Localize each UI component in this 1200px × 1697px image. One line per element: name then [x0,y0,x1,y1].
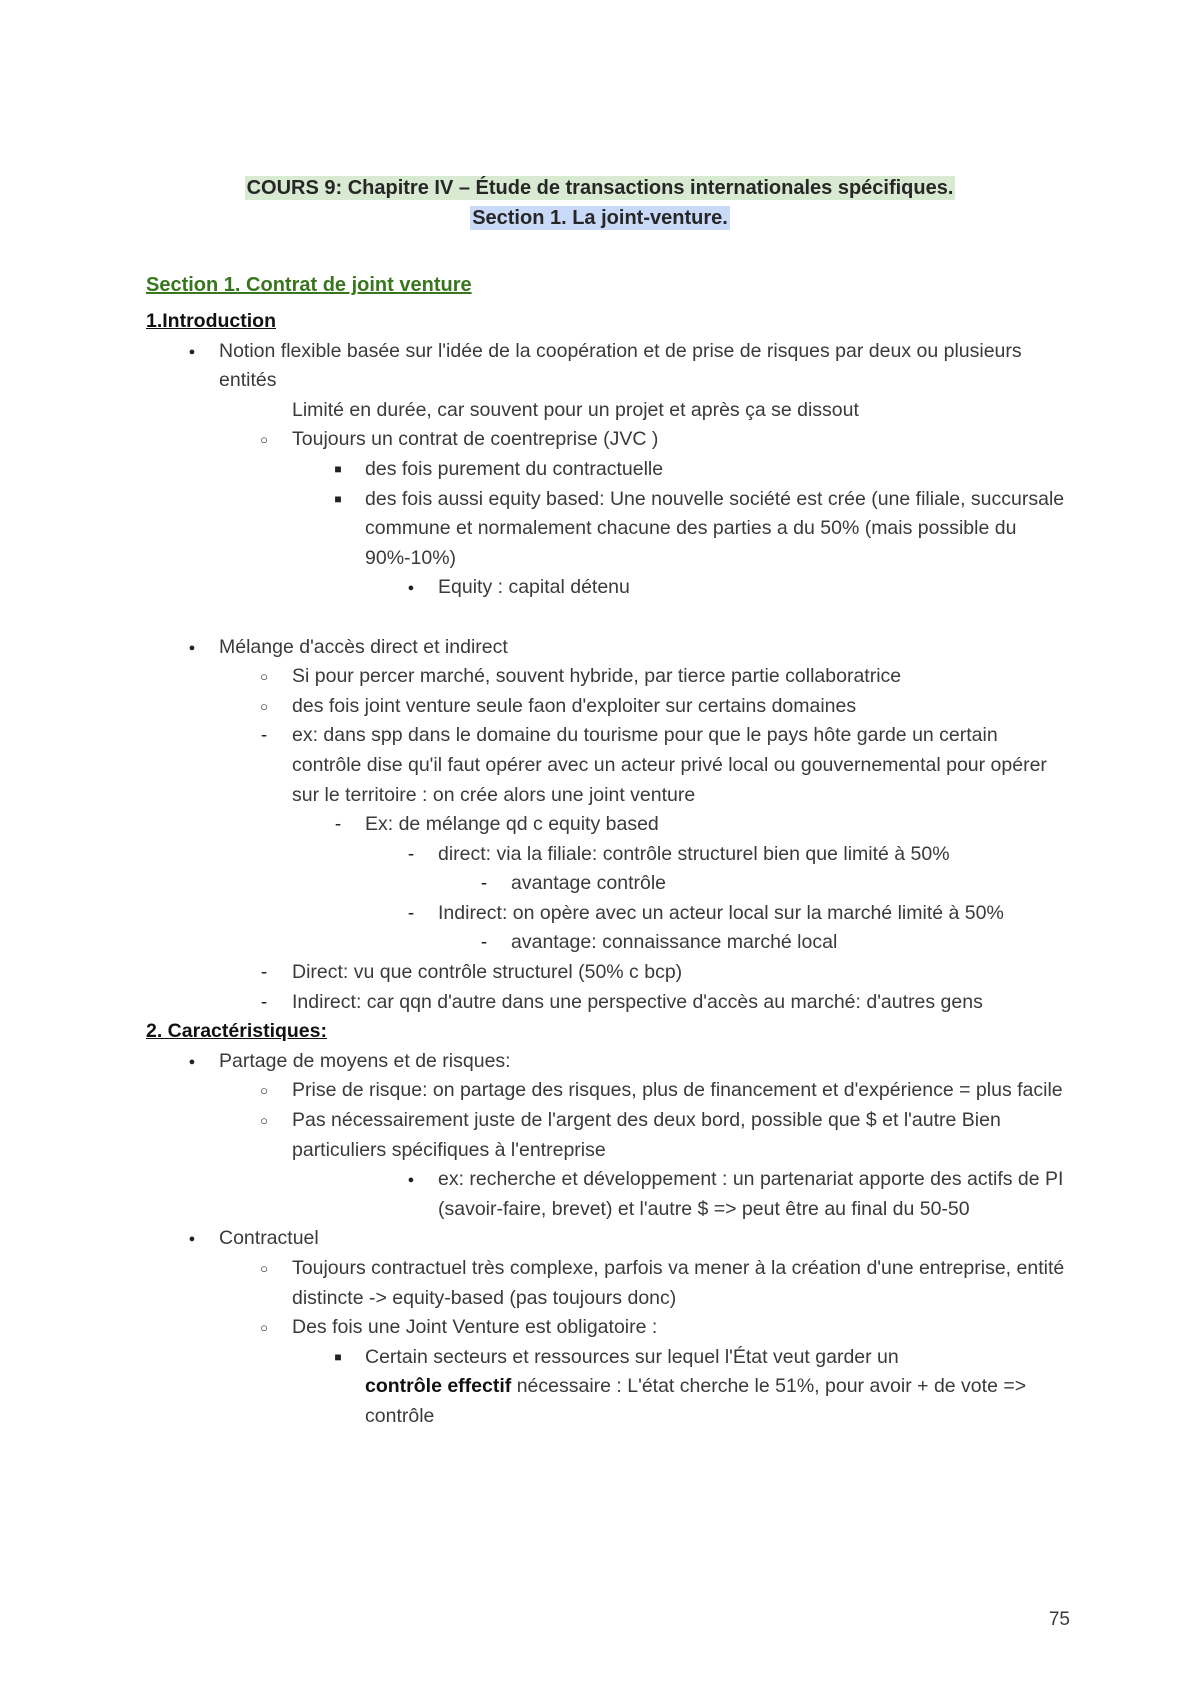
list-item: ○ Des fois une Joint Venture est obligatoire : [146,1313,1066,1343]
list-item: - direct: via la filiale: contrôle structurel bien que limité à 50% [146,840,1066,870]
bullet-dash-icon [328,810,348,840]
bullet-square-icon [328,485,348,517]
bullet-dash-icon [254,988,274,1018]
list-item: - avantage: connaissance marché local [146,928,1066,958]
bullet-circle-icon [254,1106,274,1137]
bullet-circle-icon [254,1313,274,1344]
list-item: - Indirect: car qqn d'autre dans une perspective d'accès au marché: d'autres gens [146,988,1066,1018]
bullet-circle-icon [254,425,274,456]
bullet-dash-icon [474,928,494,958]
list-item: ● Mélange d'accès direct et indirect [146,633,1066,663]
bullet-disc-icon [182,337,202,370]
bullet-square-icon [328,1343,348,1375]
list-item-continuation: Limité en durée, car souvent pour un projet et après ça se dissout [292,398,859,421]
bullet-circle-icon [254,1254,274,1285]
bullet-disc-icon [182,1224,202,1257]
list-item: ■ des fois purement du contractuelle [146,455,1066,485]
section-heading: Section 1. Contrat de joint venture [146,274,472,296]
list-item: ○ Si pour percer marché, souvent hybride, par tierce partie collaboratrice [146,662,1066,692]
list-item: ● Contractuel [146,1224,1066,1254]
list-item: ● Partage de moyens et de risques: [146,1047,1066,1077]
list-item: - Ex: de mélange qd c equity based [146,810,1066,840]
bullet-disc-icon [401,573,421,606]
bullet-dash-icon [401,840,421,870]
bullet-circle-icon [254,1076,274,1107]
bullet-dash-icon [474,869,494,899]
heading-caracteristiques: 2. Caractéristiques: [146,1020,327,1043]
bullet-circle-icon [254,662,274,693]
section-title: Section 1. La joint-venture. [472,207,728,229]
list-item: ● Equity : capital détenu [146,573,1066,603]
list-item: ○ Prise de risque: on partage des risques, plus de financement et d'expérience = plus facile [146,1076,1066,1106]
bullet-disc-icon [401,1165,421,1198]
list-item: ■ Certain secteurs et ressources sur lequel l'État veut garder un contrôle effectif nécessaire : L'état cherche le 51%, pour avoir + de vote => contrôle [146,1343,1066,1432]
list-item: ○ Toujours un contrat de coentreprise (JVC ) [146,425,1066,455]
list-item: - Direct: vu que contrôle structurel (50% c bcp) [146,958,1066,988]
list-item: - ex: dans spp dans le domaine du tourisme pour que le pays hôte garde un certain contrôle dise qu'il faut opérer avec un acteur privé local ou gouvernemental pour opérer sur le territoire : on crée alors une joint venture [146,721,1066,810]
bullet-square-icon [328,455,348,487]
bullet-circle-icon [254,692,274,723]
spacer [146,603,1066,633]
list-item: ● ex: recherche et développement : un partenariat apporte des actifs de PI (savoir-faire, brevet) et l'autre $ => peut être au final du 50-50 [146,1165,1066,1224]
bullet-dash-icon [254,721,274,751]
heading-introduction: 1.Introduction [146,310,276,332]
document-title [0,173,1200,233]
course-title: COURS 9: Chapitre IV – Étude de transactions internationales spécifiques. [246,177,954,199]
list-item: - avantage contrôle [146,869,1066,899]
bullet-disc-icon [182,1047,202,1080]
emphasis-text: contrôle effectif [365,1375,512,1398]
list-item: ○ des fois joint venture seule faon d'exploiter sur certains domaines [146,692,1066,722]
list-item: - Indirect: on opère avec un acteur local sur la marché limité à 50% [146,899,1066,929]
list-item: ■ des fois aussi equity based: Une nouvelle société est crée (une filiale, succursale commune et normalement chacune des parties a du 50% (mais possible du 90%-10%) [146,485,1066,574]
bullet-dash-icon [401,899,421,929]
page-number: 75 [1048,1609,1070,1630]
bullet-dash-icon [254,958,274,988]
list-item: ○ Pas nécessairement juste de l'argent des deux bord, possible que $ et l'autre Bien particuliers spécifiques à l'entreprise [146,1106,1066,1165]
list-item: ● Notion flexible basée sur l'idée de la coopération et de prise de risques par deux ou plusieurs entités [146,337,1066,396]
list-item: ○ Toujours contractuel très complexe, parfois va mener à la création d'une entreprise, entité distincte -> equity-based (pas toujours donc) [146,1254,1066,1313]
document-body [146,307,1066,1432]
bullet-disc-icon [182,633,202,666]
